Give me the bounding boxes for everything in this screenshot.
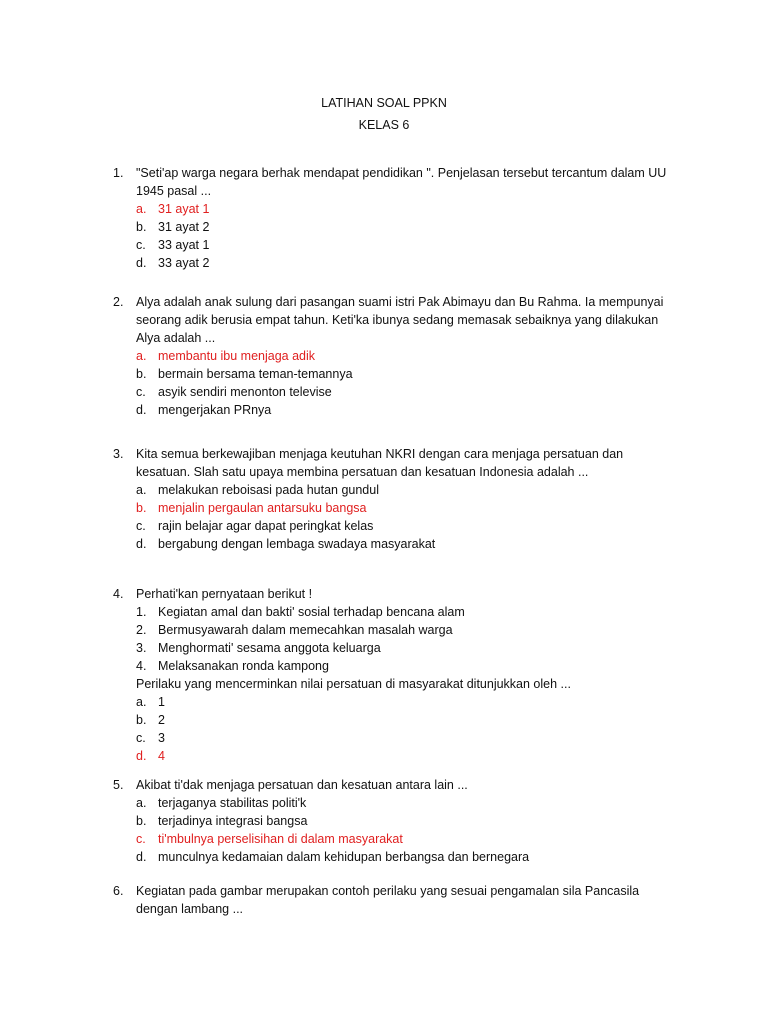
- option-text: membantu ibu menjaga adik: [158, 349, 316, 363]
- option-text: bermain bersama teman-temannya: [158, 367, 353, 381]
- option-letter: b.: [136, 220, 147, 234]
- question-text-line: Kita semua berkewajiban menjaga keutuhan NKRI dengan cara menjaga persatuan dan: [136, 447, 624, 461]
- answer-option: [0, 747, 768, 765]
- option-text: 1: [158, 695, 165, 709]
- question-text-line: 1945 pasal ...: [136, 184, 212, 198]
- question-text-line: Alya adalah ...: [136, 331, 216, 345]
- statement-item: [0, 621, 768, 639]
- option-letter: a.: [136, 695, 147, 709]
- answer-option: [0, 848, 768, 866]
- answer-option: [0, 218, 768, 236]
- statement-item: [0, 603, 768, 621]
- option-text: munculnya kedamaian dalam kehidupan berbangsa dan bernegara: [158, 850, 530, 864]
- question-text-line: Akibat ti'dak menjaga persatuan dan kesatuan antara lain ...: [136, 778, 468, 792]
- question-text-line: "Seti'ap warga negara berhak mendapat pendidikan ". Penjelasan tersebut tercantum dalam UU: [136, 166, 667, 180]
- question-4: [0, 585, 768, 765]
- option-letter: a.: [136, 483, 147, 497]
- option-letter: a.: [136, 796, 147, 810]
- option-text: menjalin pergaulan antarsuku bangsa: [158, 501, 367, 515]
- statement-number: 1.: [136, 605, 147, 619]
- option-text: 2: [158, 713, 165, 727]
- question-1: [0, 164, 768, 272]
- question-prompt: Perilaku yang mencerminkan nilai persatuan di masyarakat ditunjukkan oleh ...: [136, 677, 571, 691]
- document-title: LATIHAN SOAL PPKN: [321, 96, 447, 110]
- option-letter: c.: [136, 832, 146, 846]
- question-text-line: kesatuan. Slah satu upaya membina persatuan dan kesatuan Indonesia adalah ...: [136, 465, 589, 479]
- answer-option: [0, 535, 768, 553]
- question-text-line: Alya adalah anak sulung dari pasangan suami istri Pak Abimayu dan Bu Rahma. Ia mempunyai: [136, 295, 664, 309]
- option-letter: d.: [136, 749, 147, 763]
- answer-option: [0, 729, 768, 747]
- option-text: 31 ayat 2: [158, 220, 210, 234]
- statement-item: [0, 657, 768, 675]
- option-text: 4: [158, 749, 165, 763]
- option-text: 31 ayat 1: [158, 202, 210, 216]
- option-letter: c.: [136, 519, 146, 533]
- question-6: [0, 882, 768, 918]
- answer-option: [0, 365, 768, 383]
- option-letter: b.: [136, 713, 147, 727]
- answer-option: [0, 693, 768, 711]
- answer-option: [0, 812, 768, 830]
- option-letter: c.: [136, 385, 146, 399]
- question-number: 4.: [113, 587, 124, 601]
- option-letter: d.: [136, 537, 147, 551]
- answer-option: [0, 794, 768, 812]
- question-number: 1.: [113, 166, 124, 180]
- statement-item: [0, 639, 768, 657]
- question-text-line: seorang adik berusia empat tahun. Keti'ka ibunya sedang memasak sebaiknya yang dilakukan: [136, 313, 659, 327]
- statement-number: 4.: [136, 659, 147, 673]
- statement-text: Bermusyawarah dalam memecahkan masalah warga: [158, 623, 453, 637]
- answer-option: [0, 711, 768, 729]
- question-number: 2.: [113, 295, 124, 309]
- option-text: ti'mbulnya perselisihan di dalam masyarakat: [158, 832, 403, 846]
- option-text: bergabung dengan lembaga swadaya masyarakat: [158, 537, 436, 551]
- option-letter: b.: [136, 367, 147, 381]
- option-text: 33 ayat 1: [158, 238, 210, 252]
- option-letter: b.: [136, 814, 147, 828]
- answer-option: [0, 517, 768, 535]
- option-text: melakukan reboisasi pada hutan gundul: [158, 483, 379, 497]
- answer-option: [0, 383, 768, 401]
- answer-option: [0, 830, 768, 848]
- answer-option: [0, 481, 768, 499]
- statement-number: 2.: [136, 623, 147, 637]
- answer-option: [0, 499, 768, 517]
- option-text: mengerjakan PRnya: [158, 403, 272, 417]
- statement-text: Kegiatan amal dan bakti' sosial terhadap bencana alam: [158, 605, 465, 619]
- question-2: [0, 293, 768, 419]
- option-letter: c.: [136, 238, 146, 252]
- option-letter: b.: [136, 501, 147, 515]
- option-text: rajin belajar agar dapat peringkat kelas: [158, 519, 374, 533]
- question-5: [0, 776, 768, 866]
- option-text: terjadinya integrasi bangsa: [158, 814, 308, 828]
- option-letter: d.: [136, 403, 147, 417]
- option-text: terjaganya stabilitas politi'k: [158, 796, 307, 810]
- question-text-line: dengan lambang ...: [136, 902, 244, 916]
- option-letter: a.: [136, 349, 147, 363]
- question-number: 3.: [113, 447, 124, 461]
- answer-option: [0, 200, 768, 218]
- option-text: asyik sendiri menonton televise: [158, 385, 332, 399]
- option-letter: d.: [136, 256, 147, 270]
- answer-option: [0, 254, 768, 272]
- question-number: 5.: [113, 778, 124, 792]
- option-letter: a.: [136, 202, 147, 216]
- option-letter: d.: [136, 850, 147, 864]
- answer-option: [0, 401, 768, 419]
- answer-option: [0, 236, 768, 254]
- question-text-line: Perhati'kan pernyataan berikut !: [136, 587, 313, 601]
- question-3: [0, 445, 768, 553]
- option-text: 3: [158, 731, 165, 745]
- option-letter: c.: [136, 731, 146, 745]
- statement-number: 3.: [136, 641, 147, 655]
- question-number: 6.: [113, 884, 124, 898]
- answer-option: [0, 347, 768, 365]
- statement-text: Menghormati' sesama anggota keluarga: [158, 641, 381, 655]
- document-subtitle: KELAS 6: [358, 118, 410, 132]
- statement-text: Melaksanakan ronda kampong: [158, 659, 329, 673]
- question-text-line: Kegiatan pada gambar merupakan contoh perilaku yang sesuai pengamalan sila Pancasila: [136, 884, 640, 898]
- option-text: 33 ayat 2: [158, 256, 210, 270]
